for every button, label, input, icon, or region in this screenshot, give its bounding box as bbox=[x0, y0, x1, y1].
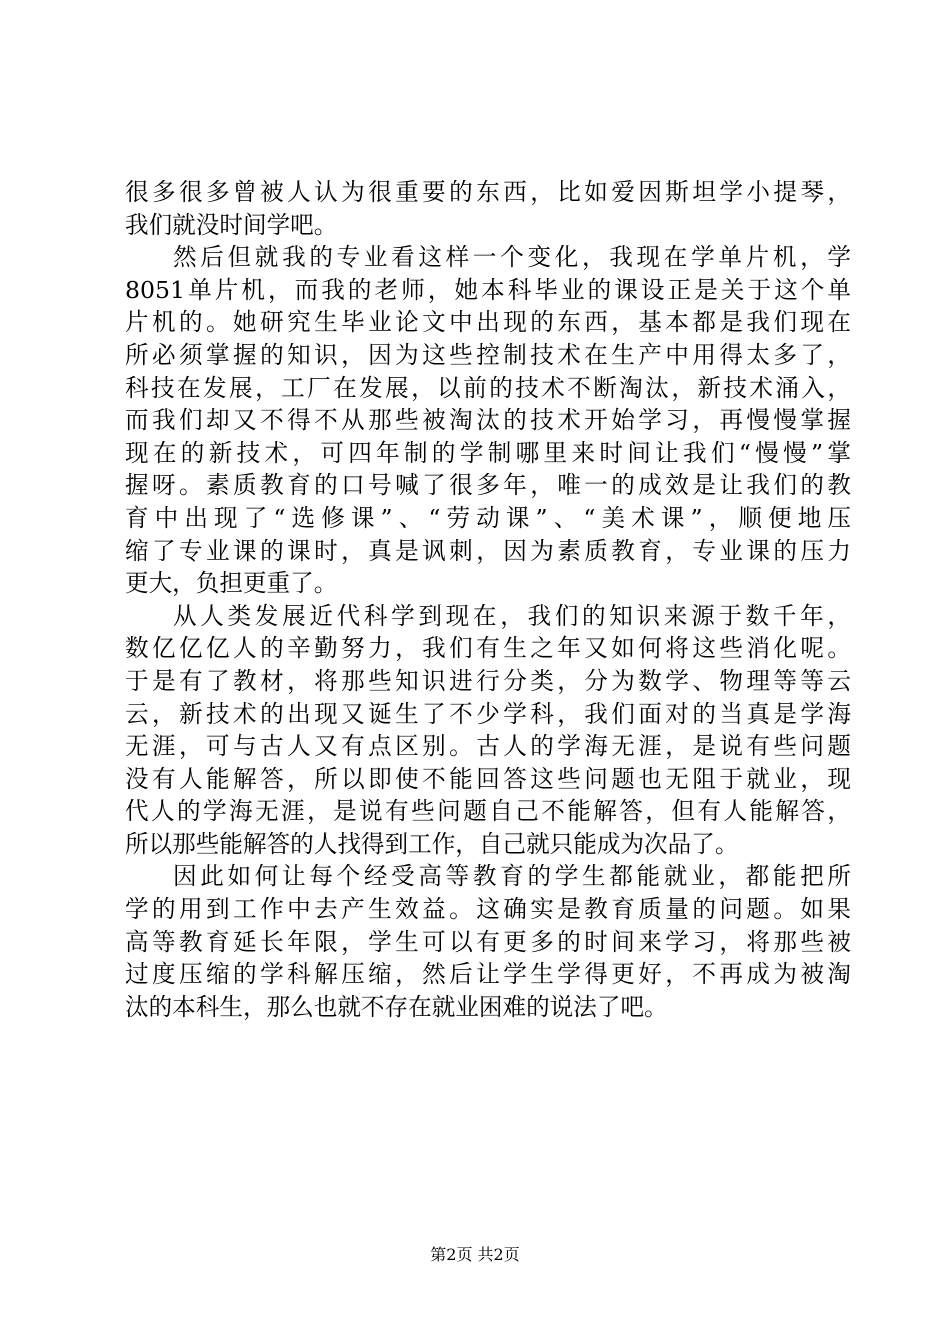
text-line: 云，新技术的出现又诞生了不少学科，我们面对的当真是学海 bbox=[125, 699, 851, 728]
text-line: 所以那些能解答的人找得到工作，自己就只能成为次品了。 bbox=[125, 829, 739, 858]
text-line: 现在的新技术，可四年制的学制哪里来时间让我们“慢慢”掌 bbox=[125, 438, 851, 467]
paragraph-2 bbox=[125, 241, 851, 600]
text-line: 科技在发展，工厂在发展，以前的技术不断淘汰，新技术涌入， bbox=[125, 373, 851, 402]
text-line: 没有人能解答，所以即使不能回答这些问题也无阻于就业，现 bbox=[125, 764, 851, 793]
paragraph-4 bbox=[125, 860, 851, 1023]
text-line: 握呀。素质教育的口号喊了很多年，唯一的成效是让我们的教 bbox=[125, 471, 851, 500]
text-line: 汰的本科生，那么也就不存在就业困难的说法了吧。 bbox=[125, 992, 668, 1021]
text-line: 很多很多曾被人认为很重要的东西，比如爱因斯坦学小提琴， bbox=[125, 178, 851, 206]
text-line: 所必须掌握的知识，因为这些控制技术在生产中用得太多了， bbox=[125, 340, 851, 369]
paragraph-1 bbox=[125, 176, 851, 241]
text-line: 过度压缩的学科解压缩，然后让学生学得更好，不再成为被淘 bbox=[125, 960, 851, 989]
text-line: 于是有了教材，将那些知识进行分类，分为数学、物理等等云 bbox=[125, 666, 851, 695]
text-line: 育中出现了“选修课”、“劳动课”、“美术课”，顺便地压 bbox=[125, 503, 851, 532]
text-line: 高等教育延长年限，学生可以有更多的时间来学习，将那些被 bbox=[125, 927, 851, 956]
page-footer bbox=[0, 1245, 950, 1265]
text-line: 因此如何让每个经受高等教育的学生都能就业，都能把所 bbox=[173, 862, 851, 891]
text-line: 然后但就我的专业看这样一个变化，我现在学单片机，学 bbox=[173, 243, 851, 272]
text-line: 我们就没时间学吧。 bbox=[125, 210, 338, 239]
text-line: 更大，负担更重了。 bbox=[125, 569, 338, 598]
paragraph-3 bbox=[125, 600, 851, 861]
text-line: 无涯，可与古人又有点区别。古人的学海无涯，是说有些问题 bbox=[125, 732, 851, 761]
text-line: 片机的。她研究生毕业论文中出现的东西，基本都是我们现在 bbox=[125, 308, 851, 337]
text-line: 代人的学海无涯，是说有些问题自己不能解答，但有人能解答， bbox=[125, 797, 851, 826]
text-line: 学的用到工作中去产生效益。这确实是教育质量的问题。如果 bbox=[125, 895, 851, 924]
text-line: 而我们却又不得不从那些被淘汰的技术开始学习，再慢慢掌握 bbox=[125, 406, 851, 435]
document-body bbox=[125, 176, 851, 1023]
page-number-label: 第2页 共2页 bbox=[430, 1245, 520, 1264]
text-line: 8051单片机，而我的老师，她本科毕业的课设正是关于这个单 bbox=[125, 275, 851, 304]
text-line: 缩了专业课的课时，真是讽刺，因为素质教育，专业课的压力 bbox=[125, 536, 851, 565]
text-line: 数亿亿亿人的辛勤努力，我们有生之年又如何将这些消化呢。 bbox=[125, 634, 851, 663]
text-line: 从人类发展近代科学到现在，我们的知识来源于数千年， bbox=[173, 601, 851, 630]
